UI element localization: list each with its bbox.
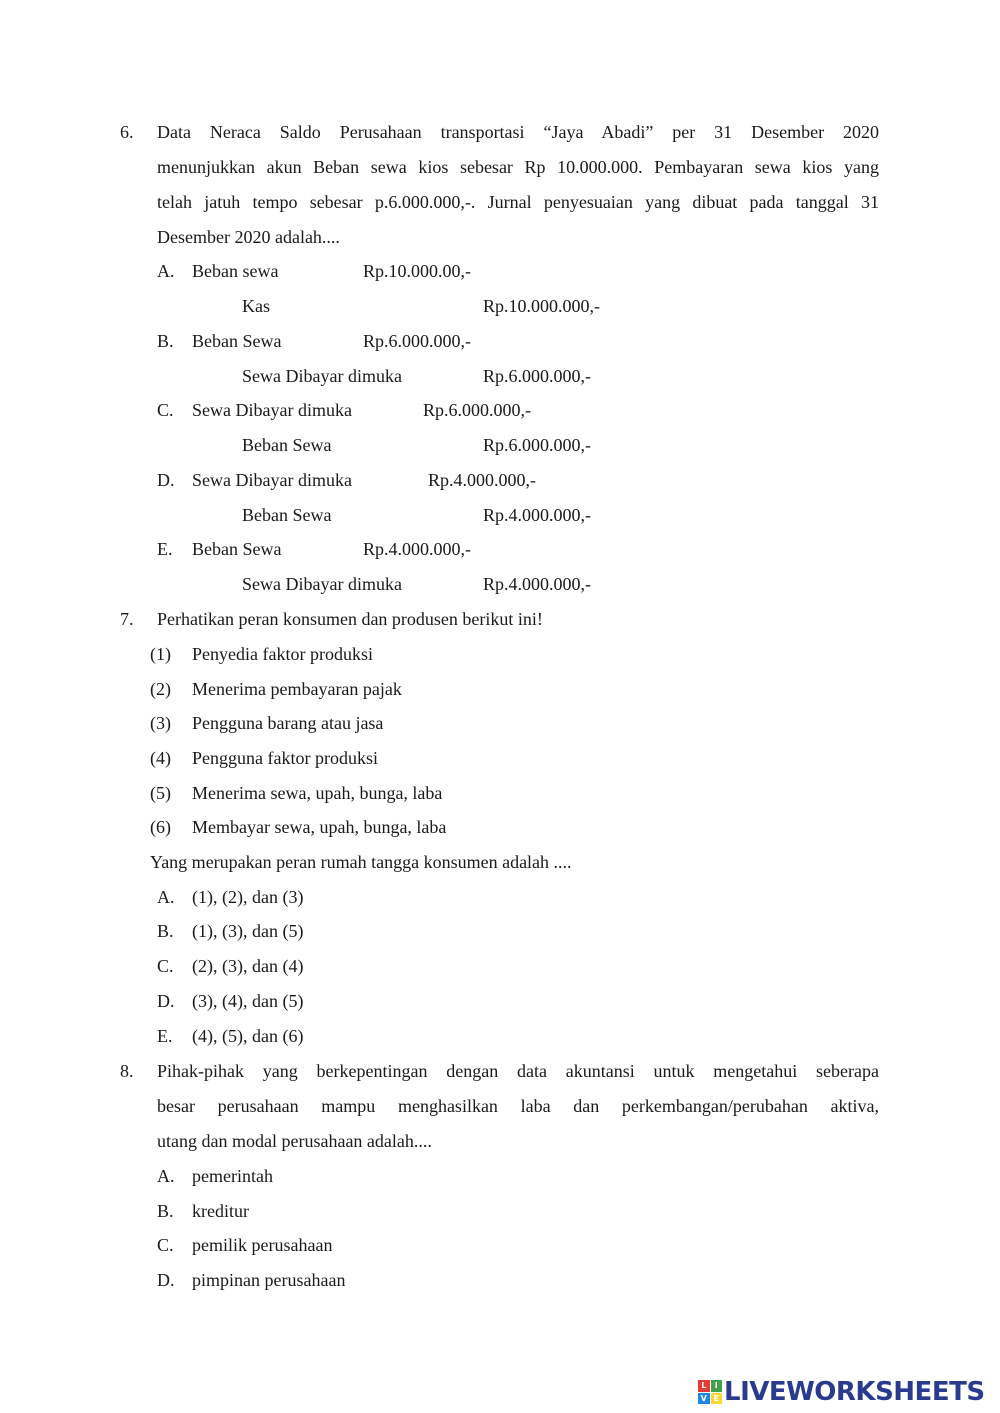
q8-option-c-letter: C. [157,1235,174,1255]
question-6-text-line-4: Desember 2020 adalah.... [157,227,340,247]
q6-option-a-debit-amount: Rp.10.000.00,- [363,261,471,281]
question-8-text-line-2: besar perusahaan mampu menghasilkan laba dan perkembangan/perubahan aktiva, [157,1096,879,1116]
question-6-text-line-3: telah jatuh tempo sebesar p.6.000.000,-. Jurnal penyesuaian yang dibuat pada tanggal 31 [157,192,879,212]
q6-option-b-letter: B. [157,331,174,351]
q7-item-4-number: (4) [150,748,171,768]
question-6-text-line-1: Data Neraca Saldo Perusahaan transportasi “Jaya Abadi” per 31 Desember 2020 [157,122,879,142]
liveworksheets-logo-icon [698,1380,722,1404]
logo-tile-l: L [698,1380,710,1392]
q7-item-3-number: (3) [150,713,171,733]
question-8-text-line-3: utang dan modal perusahaan adalah.... [157,1131,432,1151]
q8-option-d-letter: D. [157,1270,175,1290]
q8-option-a-letter: A. [157,1166,175,1186]
q6-option-a-credit-amount: Rp.10.000.000,- [483,296,600,316]
q6-option-a-credit-account: Kas [242,296,270,316]
q6-option-b-debit-account: Beban Sewa [192,331,282,351]
q6-option-e-credit-account: Sewa Dibayar dimuka [242,574,402,594]
q7-item-5-text: Menerima sewa, upah, bunga, laba [192,783,443,803]
question-8-text-line-1: Pihak-pihak yang berkepentingan dengan data akuntansi untuk mengetahui seberapa [157,1061,879,1081]
q8-option-c-text: pemilik perusahaan [192,1235,333,1255]
q7-option-e-text: (4), (5), dan (6) [192,1026,304,1046]
q7-prompt: Yang merupakan peran rumah tangga konsumen adalah .... [150,852,572,872]
q6-option-c-debit-amount: Rp.6.000.000,- [423,400,531,420]
q7-option-b-letter: B. [157,921,174,941]
q6-option-d-debit-amount: Rp.4.000.000,- [428,470,536,490]
q8-option-d-text: pimpinan perusahaan [192,1270,346,1290]
q6-option-d-credit-account: Beban Sewa [242,505,332,525]
q6-option-c-debit-account: Sewa Dibayar dimuka [192,400,352,420]
q7-option-e-letter: E. [157,1026,173,1046]
q7-item-6-number: (6) [150,817,171,837]
q7-option-c-text: (2), (3), dan (4) [192,956,304,976]
q7-option-d-letter: D. [157,991,175,1011]
question-6-number: 6. [120,122,134,142]
q6-option-e-letter: E. [157,539,173,559]
q6-option-d-letter: D. [157,470,175,490]
liveworksheets-watermark [698,1376,994,1408]
q7-option-a-letter: A. [157,887,175,907]
q8-option-b-letter: B. [157,1201,174,1221]
q6-option-b-credit-amount: Rp.6.000.000,- [483,366,591,386]
q7-option-a-text: (1), (2), dan (3) [192,887,304,907]
question-7-text: Perhatikan peran konsumen dan produsen berikut ini! [157,609,543,629]
q8-option-b-text: kreditur [192,1201,249,1221]
q6-option-d-debit-account: Sewa Dibayar dimuka [192,470,352,490]
logo-tile-v: V [698,1393,710,1405]
q7-item-2-number: (2) [150,679,171,699]
logo-tile-i: I [711,1380,723,1392]
q6-option-c-credit-amount: Rp.6.000.000,- [483,435,591,455]
q6-option-a-debit-account: Beban sewa [192,261,279,281]
question-7-number: 7. [120,609,134,629]
q7-item-6-text: Membayar sewa, upah, bunga, laba [192,817,447,837]
q6-option-b-debit-amount: Rp.6.000.000,- [363,331,471,351]
q7-item-3-text: Pengguna barang atau jasa [192,713,384,733]
q6-option-a-letter: A. [157,261,175,281]
q7-item-4-text: Pengguna faktor produksi [192,748,378,768]
q6-option-e-credit-amount: Rp.4.000.000,- [483,574,591,594]
q7-option-c-letter: C. [157,956,174,976]
q6-option-e-debit-account: Beban Sewa [192,539,282,559]
q7-item-2-text: Menerima pembayaran pajak [192,679,402,699]
question-8-number: 8. [120,1061,134,1081]
q6-option-b-credit-account: Sewa Dibayar dimuka [242,366,402,386]
q7-option-b-text: (1), (3), dan (5) [192,921,304,941]
q7-item-5-number: (5) [150,783,171,803]
logo-tile-e: E [711,1393,723,1405]
q7-option-d-text: (3), (4), dan (5) [192,991,304,1011]
q6-option-d-credit-amount: Rp.4.000.000,- [483,505,591,525]
q7-item-1-text: Penyedia faktor produksi [192,644,373,664]
q6-option-e-debit-amount: Rp.4.000.000,- [363,539,471,559]
q8-option-a-text: pemerintah [192,1166,273,1186]
question-6-text-line-2: menunjukkan akun Beban sewa kios sebesar Rp 10.000.000. Pembayaran sewa kios yang [157,157,879,177]
liveworksheets-brand-text: LIVEWORKSHEETS [724,1377,985,1407]
q6-option-c-credit-account: Beban Sewa [242,435,332,455]
q7-item-1-number: (1) [150,644,171,664]
q6-option-c-letter: C. [157,400,174,420]
